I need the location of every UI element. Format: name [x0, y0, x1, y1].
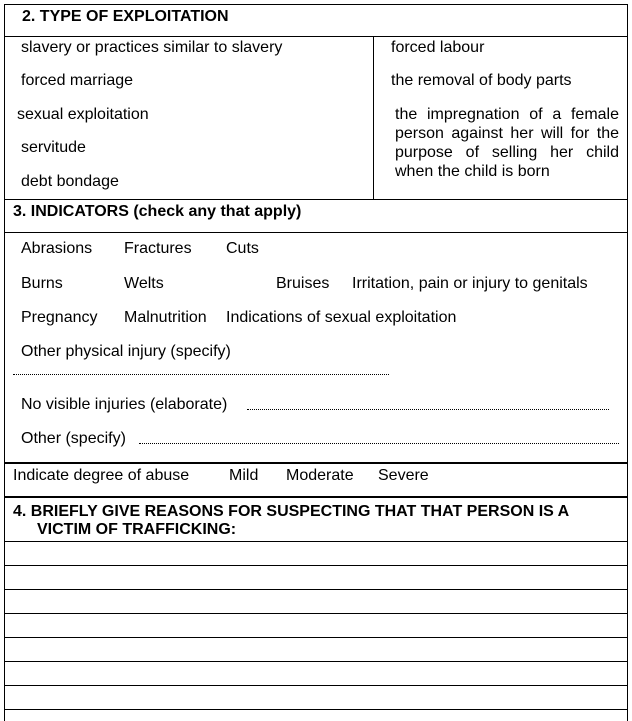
- degree-moderate[interactable]: Moderate: [286, 467, 354, 484]
- divider: [5, 496, 627, 498]
- option-impregnation[interactable]: the impregnation of a female person against her will for the purpose of selling her child when the child is born: [395, 106, 619, 180]
- option-forced-labour[interactable]: forced labour: [391, 39, 485, 56]
- other-specify-label: Other (specify): [21, 430, 126, 447]
- option-debt-bondage[interactable]: debt bondage: [21, 173, 119, 190]
- option-slavery[interactable]: slavery or practices similar to slavery: [21, 39, 283, 56]
- other-physical-injury-label: Other physical injury (specify): [21, 343, 231, 360]
- section4-heading-line2: VICTIM OF TRAFFICKING:: [37, 521, 237, 538]
- answer-line[interactable]: [5, 541, 627, 542]
- option-sexual-exploitation[interactable]: sexual exploitation: [17, 106, 149, 123]
- indicator-genital-injury[interactable]: Irritation, pain or injury to genitals: [352, 275, 588, 292]
- column-divider: [373, 36, 374, 199]
- option-removal-body-parts[interactable]: the removal of body parts: [391, 72, 572, 89]
- indicator-abrasions[interactable]: Abrasions: [21, 240, 93, 257]
- other-physical-injury-field[interactable]: [13, 374, 389, 375]
- indicator-malnutrition[interactable]: Malnutrition: [124, 309, 207, 326]
- degree-severe[interactable]: Severe: [378, 467, 429, 484]
- indicator-welts[interactable]: Welts: [124, 275, 164, 292]
- degree-mild[interactable]: Mild: [229, 467, 259, 484]
- answer-line[interactable]: [5, 709, 627, 710]
- answer-line[interactable]: [5, 589, 627, 590]
- divider: [5, 199, 627, 200]
- divider: [5, 462, 627, 464]
- option-servitude[interactable]: servitude: [21, 139, 86, 156]
- divider: [5, 36, 627, 37]
- indicator-cuts[interactable]: Cuts: [226, 240, 259, 257]
- indicator-bruises[interactable]: Bruises: [276, 275, 330, 292]
- indicator-fractures[interactable]: Fractures: [124, 240, 192, 257]
- answer-line[interactable]: [5, 661, 627, 662]
- indicator-burns[interactable]: Burns: [21, 275, 63, 292]
- indicator-pregnancy[interactable]: Pregnancy: [21, 309, 98, 326]
- answer-line[interactable]: [5, 565, 627, 566]
- section2-heading: 2. TYPE OF EXPLOITATION: [22, 8, 229, 25]
- answer-line[interactable]: [5, 685, 627, 686]
- no-visible-injuries-field[interactable]: [247, 409, 609, 410]
- exploitation-form: [4, 4, 628, 721]
- section4-heading-line1: 4. BRIEFLY GIVE REASONS FOR SUSPECTING THAT THAT PERSON IS A: [13, 503, 570, 520]
- degree-of-abuse-label: Indicate degree of abuse: [13, 467, 190, 484]
- indicator-sexual-exploitation[interactable]: Indications of sexual exploitation: [226, 309, 457, 326]
- option-forced-marriage[interactable]: forced marriage: [21, 72, 134, 89]
- answer-line[interactable]: [5, 613, 627, 614]
- section3-heading: 3. INDICATORS (check any that apply): [13, 203, 302, 220]
- other-specify-field[interactable]: [139, 443, 619, 444]
- answer-line[interactable]: [5, 637, 627, 638]
- divider: [5, 232, 627, 233]
- top-border: [5, 4, 627, 5]
- no-visible-injuries-label: No visible injuries (elaborate): [21, 396, 228, 413]
